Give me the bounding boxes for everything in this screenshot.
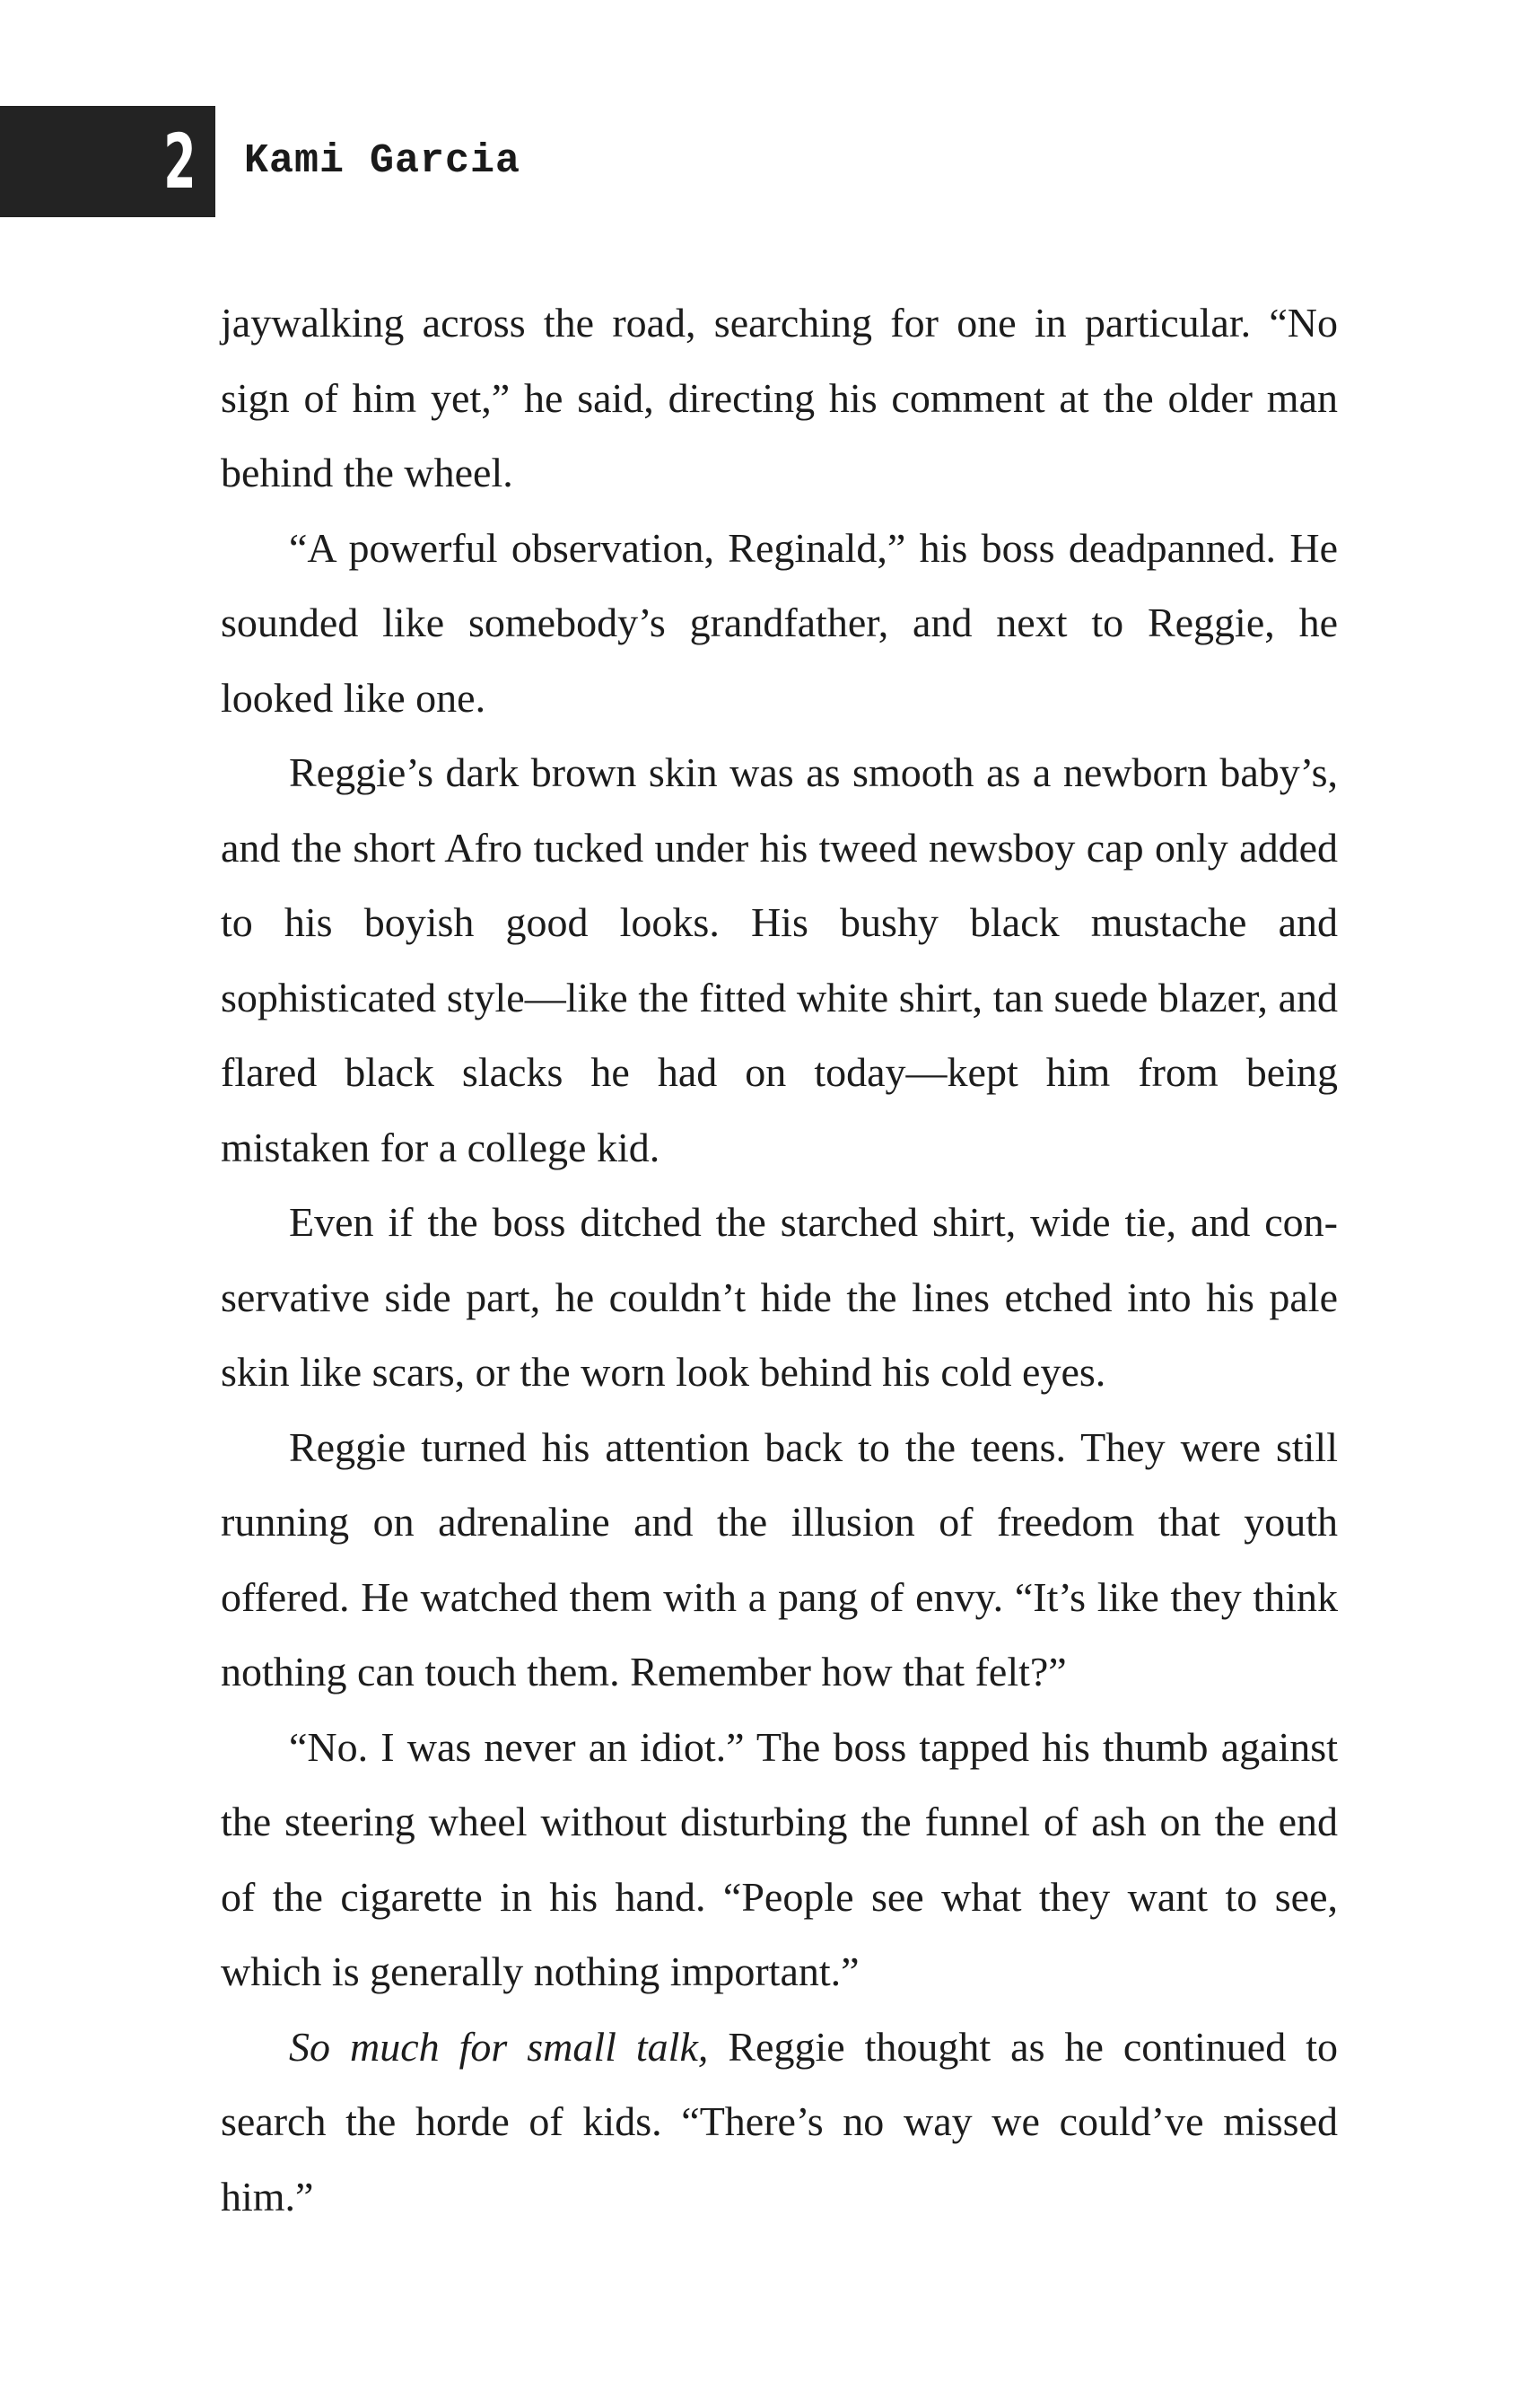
paragraph: Reggie’s dark brown skin was as smooth as a newborn baby’s, and the short Afro tucked under his tweed newsboy cap only added to his boyish good looks. His bushy black mustache and sophisticated style—like the fitted white shirt, tan suede blazer, and flared black slacks he had on today—kept him from being mistaken for a college kid. [221, 749, 1338, 1170]
paragraph: “A powerful observation, Reginald,” his boss deadpanned. He sounded like somebody’s grandfather, and next to Reggie, he looked like one. [221, 524, 1338, 721]
italic-thought: So much for small talk, [289, 2023, 709, 2070]
book-page-body [221, 285, 1338, 2234]
running-header [0, 106, 1520, 217]
paragraph [221, 2010, 1338, 2235]
paragraph: “No. I was never an idiot.” The boss tapped his thumb against the steering wheel without disturbing the funnel of ash on the end of the cigarette in his hand. “People see what they want to see, which is generally nothing important.” [221, 1723, 1338, 1994]
paragraph-continued: jaywalking across the road, searching for one in particular. “No sign of him yet,” he said, directing his comment at the older man behind the wheel. [221, 300, 1338, 495]
paragraph: Reggie turned his attention back to the teens. They were still running on adrenaline and the illusion of freedom that youth offered. He watched them with a pang of envy. “It’s like they think nothing can touch them. Remember how that felt?” [221, 1423, 1338, 1694]
paragraph: Even if the boss ditched the starched shirt, wide tie, and conservative side part, he couldn’t hide the lines etched into his pale skin like scars, or the worn look behind his cold eyes. [221, 1199, 1338, 1395]
page-number-tab [0, 106, 215, 217]
author-name: Kami Garcia [244, 138, 521, 184]
page-number: 2 [162, 118, 196, 206]
paragraph-text: Reggie thought as he continued to search the horde of kids. “There’s no way we could’ve missed him.” [221, 2023, 1338, 2220]
